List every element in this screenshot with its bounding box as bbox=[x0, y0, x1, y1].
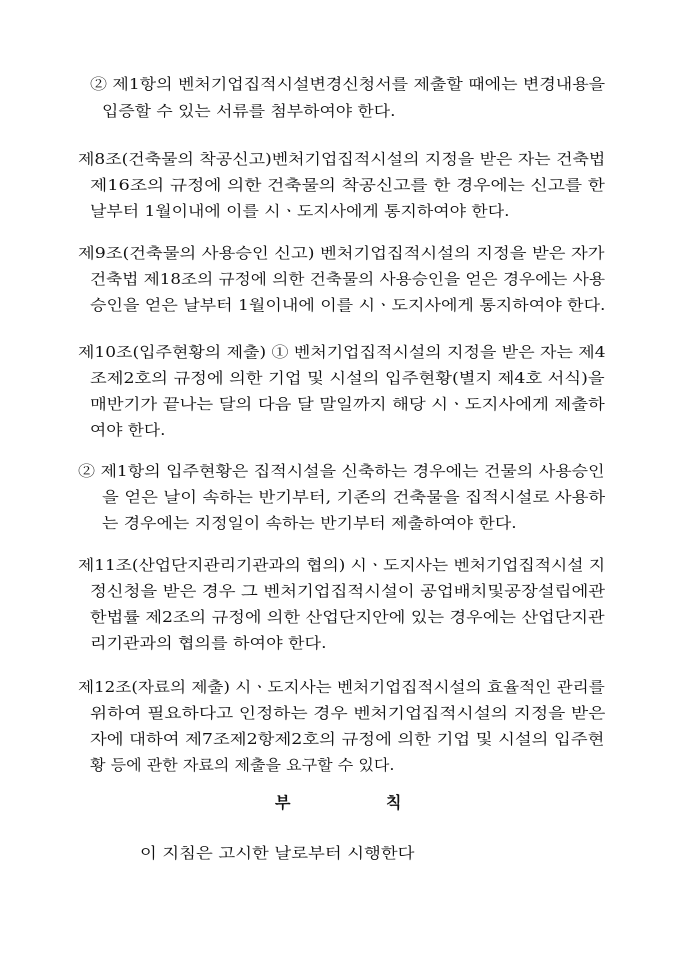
paragraph-line: 날부터 1월이내에 이를 시ㆍ도지사에게 통지하여야 한다. bbox=[90, 202, 510, 220]
addendum-text: 이 지침은 고시한 날로부터 시행한다 bbox=[140, 844, 415, 862]
paragraph-line: 황 등에 관한 자료의 제출을 요구할 수 있다. bbox=[90, 756, 395, 774]
paragraph-line: 승인을 얻은 날부터 1월이내에 이를 시ㆍ도지사에게 통지하여야 한다. bbox=[90, 296, 606, 314]
addendum-title-char-1: 부 bbox=[275, 793, 291, 812]
paragraph-line: ② 제1항의 벤처기업집적시설변경신청서를 제출할 때에는 변경내용을 bbox=[90, 75, 606, 93]
paragraph-line: 제8조(건축물의 착공신고)벤처기업집적시설의 지정을 받은 자는 건축법 bbox=[78, 150, 606, 168]
paragraph-line: 리기관과의 협의를 하여야 한다. bbox=[90, 634, 327, 652]
addendum-title-char-2: 칙 bbox=[386, 793, 402, 812]
paragraph-line: 조제2호의 규정에 의한 기업 및 시설의 입주현황(별지 제4호 서식)을 bbox=[90, 369, 605, 387]
paragraph-line: 제9조(건축물의 사용승인 신고) 벤처기업집적시설의 지정을 받은 자가 bbox=[78, 244, 605, 262]
paragraph-line: 제11조(산업단지관리기관과의 협의) 시ㆍ도지사는 벤처기업집적시설 지 bbox=[78, 556, 606, 574]
paragraph-line: ② 제1항의 입주현황은 집적시설을 신축하는 경우에는 건물의 사용승인 bbox=[78, 462, 605, 480]
paragraph-line: 입증할 수 있는 서류를 첨부하여야 한다. bbox=[102, 102, 396, 120]
addendum-title bbox=[0, 791, 680, 815]
paragraph-line: 제16조의 규정에 의한 건축물의 착공신고를 한 경우에는 신고를 한 bbox=[90, 176, 605, 194]
paragraph-line: 제12조(자료의 제출) 시ㆍ도지사는 벤처기업집적시설의 효율적인 관리를 bbox=[78, 678, 605, 696]
paragraph-line: 는 경우에는 지정일이 속하는 반기부터 제출하여야 한다. bbox=[102, 514, 517, 532]
paragraph-line: 제10조(입주현황의 제출) ① 벤처기업집적시설의 지정을 받은 자는 제4 bbox=[78, 343, 606, 361]
paragraph-line: 정신청을 받은 경우 그 벤처기업집적시설이 공업배치및공장설립에관 bbox=[90, 582, 606, 600]
paragraph-line: 한법률 제2조의 규정에 의한 산업단지안에 있는 경우에는 산업단지관 bbox=[90, 608, 605, 626]
paragraph-line: 위하여 필요하다고 인정하는 경우 벤처기업집적시설의 지정을 받은 bbox=[90, 704, 606, 722]
paragraph-line: 자에 대하여 제7조제2항제2호의 규정에 의한 기업 및 시설의 입주현 bbox=[90, 730, 605, 748]
paragraph-line: 매반기가 끝나는 달의 다음 달 말일까지 해당 시ㆍ도지사에게 제출하 bbox=[90, 395, 605, 413]
paragraph-line: 여야 한다. bbox=[90, 421, 166, 439]
paragraph-line: 을 얻은 날이 속하는 반기부터, 기존의 건축물을 집적시설로 사용하 bbox=[102, 488, 606, 506]
paragraph-line: 건축법 제18조의 규정에 의한 건축물의 사용승인을 얻은 경우에는 사용 bbox=[90, 270, 605, 288]
